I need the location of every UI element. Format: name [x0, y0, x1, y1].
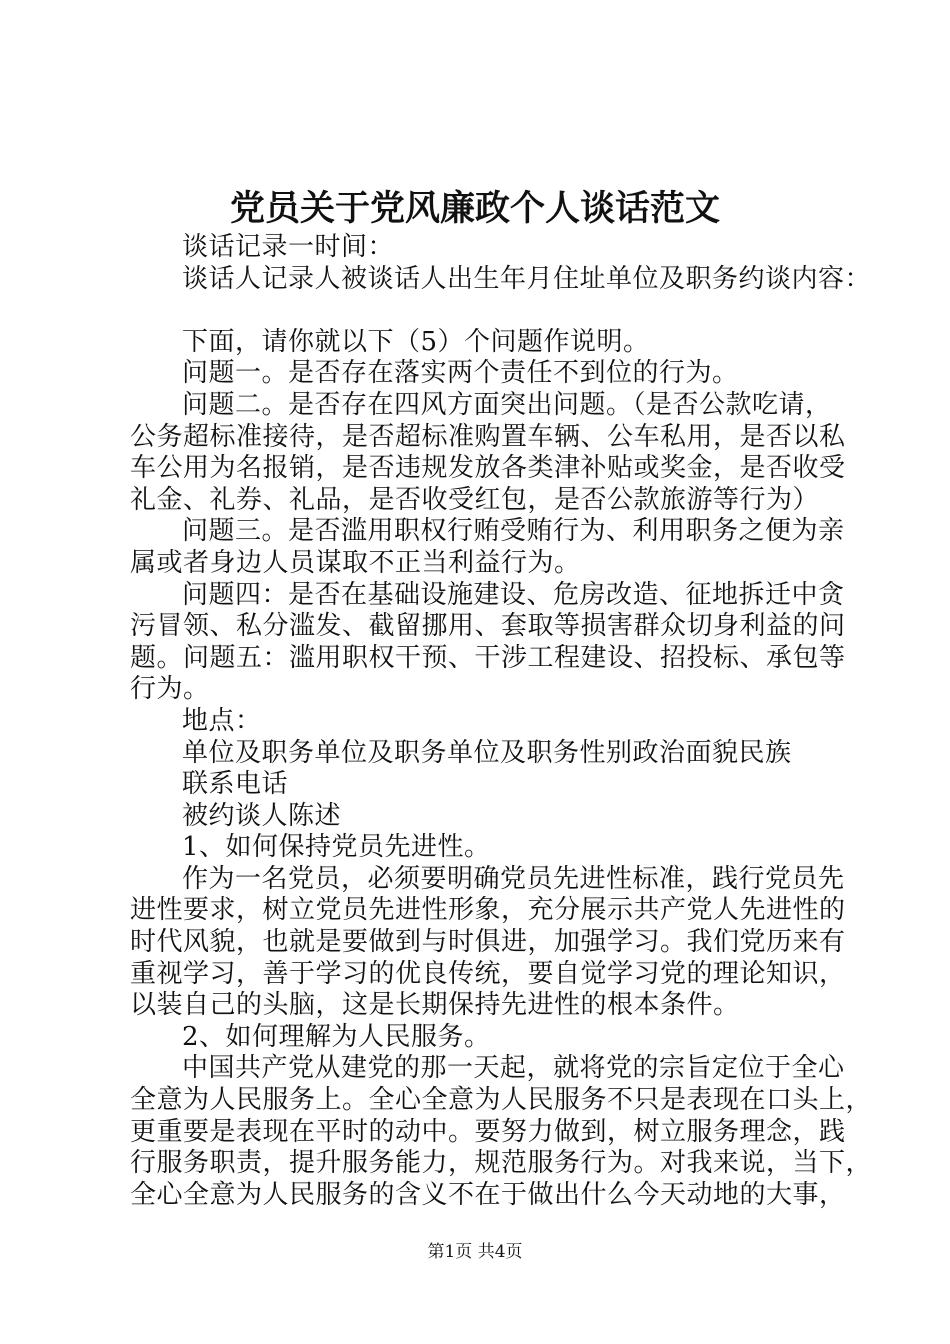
document-title: 党员关于党风廉政个人谈话范文 — [229, 188, 720, 229]
text-line: 作为一名党员，必须要明确党员先进性标准，践行党员先 — [182, 863, 845, 894]
text-line: 礼金、礼券、礼品，是否收受红包，是否公款旅游等行为） — [130, 484, 820, 515]
text-line: 单位及职务单位及职务单位及职务性别政治面貌民族 — [182, 737, 792, 768]
text-line: 全意为人民服务上。全心全意为人民服务不只是表现在口头上， — [130, 1085, 873, 1116]
text-line: 问题二。是否存在四风方面突出问题。（是否公款吃请， — [182, 389, 832, 420]
text-line: 行服务职责，提升服务能力，规范服务行为。对我来说，当下， — [130, 1148, 873, 1179]
document-body — [130, 232, 873, 1211]
text-line: 谈话记录一时间： — [182, 232, 395, 262]
text-line: 下面，请你就以下（5）个问题作说明。 — [182, 326, 650, 357]
text-line: 联系电话 — [182, 769, 289, 800]
text-line: 时代风貌，也就是要做到与时俱进，加强学习。我们党历来有 — [130, 927, 846, 958]
text-line: 更重要是表现在平时的动中。要努力做到，树立服务理念，践 — [130, 1116, 846, 1147]
text-line: 污冒领、私分滥发、截留挪用、套取等损害群众切身利益的问 — [130, 611, 846, 642]
blank-line — [130, 295, 840, 327]
text-line: 中国共产党从建党的那一天起，就将党的宗旨定位于全心 — [182, 1053, 845, 1084]
text-line: 全心全意为人民服务的含义不在于做出什么今天动地的大事， — [130, 1179, 846, 1210]
text-line: 重视学习，善于学习的优良传统，要自觉学习党的理论知识， — [130, 958, 846, 989]
text-line: 题。问题五：滥用职权干预、干涉工程建设、招投标、承包等 — [130, 642, 846, 673]
text-line: 以装自己的头脑，这是长期保持先进性的根本条件。 — [130, 990, 740, 1021]
text-line: 车公用为名报销，是否违规发放各类津补贴或奖金，是否收受 — [130, 453, 846, 484]
text-line: 被约谈人陈述 — [182, 800, 342, 831]
text-line: 问题四：是否在基础设施建设、危房改造、征地拆迁中贪 — [182, 579, 845, 610]
text-line: 问题三。是否滥用职权行贿受贿行为、利用职务之便为亲 — [182, 516, 845, 547]
text-line: 行为。 — [130, 674, 210, 705]
text-line: 属或者身边人员谋取不正当利益行为。 — [130, 547, 581, 578]
text-line: 1、如何保持党员先进性。 — [182, 832, 491, 863]
text-line: 2、如何理解为人民服务。 — [182, 1021, 491, 1052]
text-line: 谈话人记录人被谈话人出生年月住址单位及职务约谈内容： — [182, 263, 872, 294]
text-line: 问题一。是否存在落实两个责任不到位的行为。 — [182, 358, 739, 389]
text-line: 地点： — [182, 705, 262, 736]
text-line: 进性要求，树立党员先进性形象，充分展示共产党人先进性的 — [130, 895, 846, 926]
text-line: 公务超标准接待，是否超标准购置车辆、公车私用，是否以私 — [130, 421, 846, 452]
page-footer: 第1页 共4页 — [427, 1242, 523, 1262]
